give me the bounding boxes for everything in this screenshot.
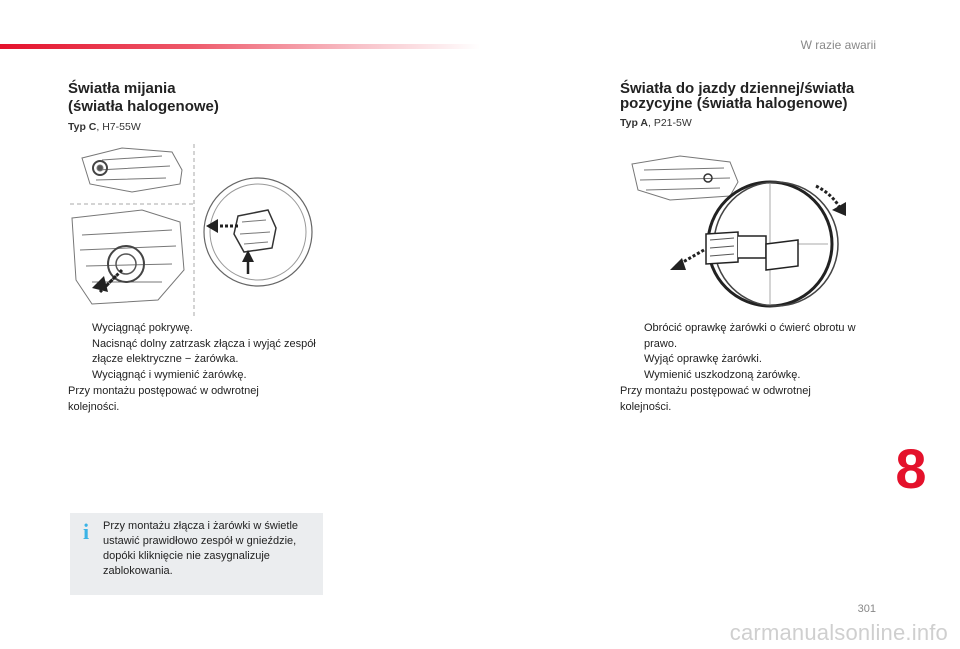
section-label: W razie awarii bbox=[800, 38, 876, 52]
low-beam-illustration bbox=[62, 140, 322, 318]
info-text: Przy montażu złącza i żarówki w świetle ustawić prawidłowo zespół w gnieździe, dopóki kliknięcie nie zasygnalizuje zablokowania. bbox=[103, 520, 299, 577]
list-item: Wyciągnąć pokrywę. bbox=[92, 322, 193, 334]
right-title-line2: pozycyjne (światła halogenowe) bbox=[620, 95, 848, 112]
left-note: Przy montażu postępować w odwrotnej kolejności. bbox=[68, 385, 259, 413]
right-type-value: , P21-5W bbox=[648, 117, 692, 129]
right-type-line bbox=[620, 117, 692, 129]
watermark: carmanualsonline.info bbox=[729, 620, 948, 645]
right-title-line1: Światła do jazdy dziennej/światła bbox=[620, 80, 855, 97]
left-title-line2: (światła halogenowe) bbox=[68, 98, 219, 115]
left-type-label: Typ C bbox=[68, 121, 97, 133]
chapter-number: 8 bbox=[895, 437, 927, 500]
left-step-list bbox=[68, 321, 318, 383]
list-item: Obrócić oprawkę żarówki o ćwierć obrotu w prawo. bbox=[644, 322, 856, 350]
right-type-label: Typ A bbox=[620, 117, 648, 129]
list-item: Wymienić uszkodzoną żarówkę. bbox=[644, 368, 801, 381]
drl-illustration bbox=[620, 140, 860, 310]
info-icon: i bbox=[83, 519, 90, 544]
left-type-line bbox=[68, 121, 141, 133]
right-note: Przy montażu postępować w odwrotnej kolejności. bbox=[620, 385, 811, 413]
header-accent-bar bbox=[0, 44, 480, 49]
right-step-list bbox=[620, 321, 870, 383]
left-type-value: , H7-55W bbox=[96, 121, 141, 133]
page-number: 301 bbox=[857, 603, 876, 615]
list-item: Wyciągnąć i wymienić żarówkę. bbox=[92, 368, 247, 381]
list-item: Nacisnąć dolny zatrzask złącza i wyjąć zespół złącze elektryczne − żarówka. bbox=[92, 337, 316, 365]
list-item: Wyjąć oprawkę żarówki. bbox=[644, 353, 762, 365]
info-box bbox=[70, 513, 323, 595]
left-title-line1: Światła mijania bbox=[68, 80, 176, 97]
